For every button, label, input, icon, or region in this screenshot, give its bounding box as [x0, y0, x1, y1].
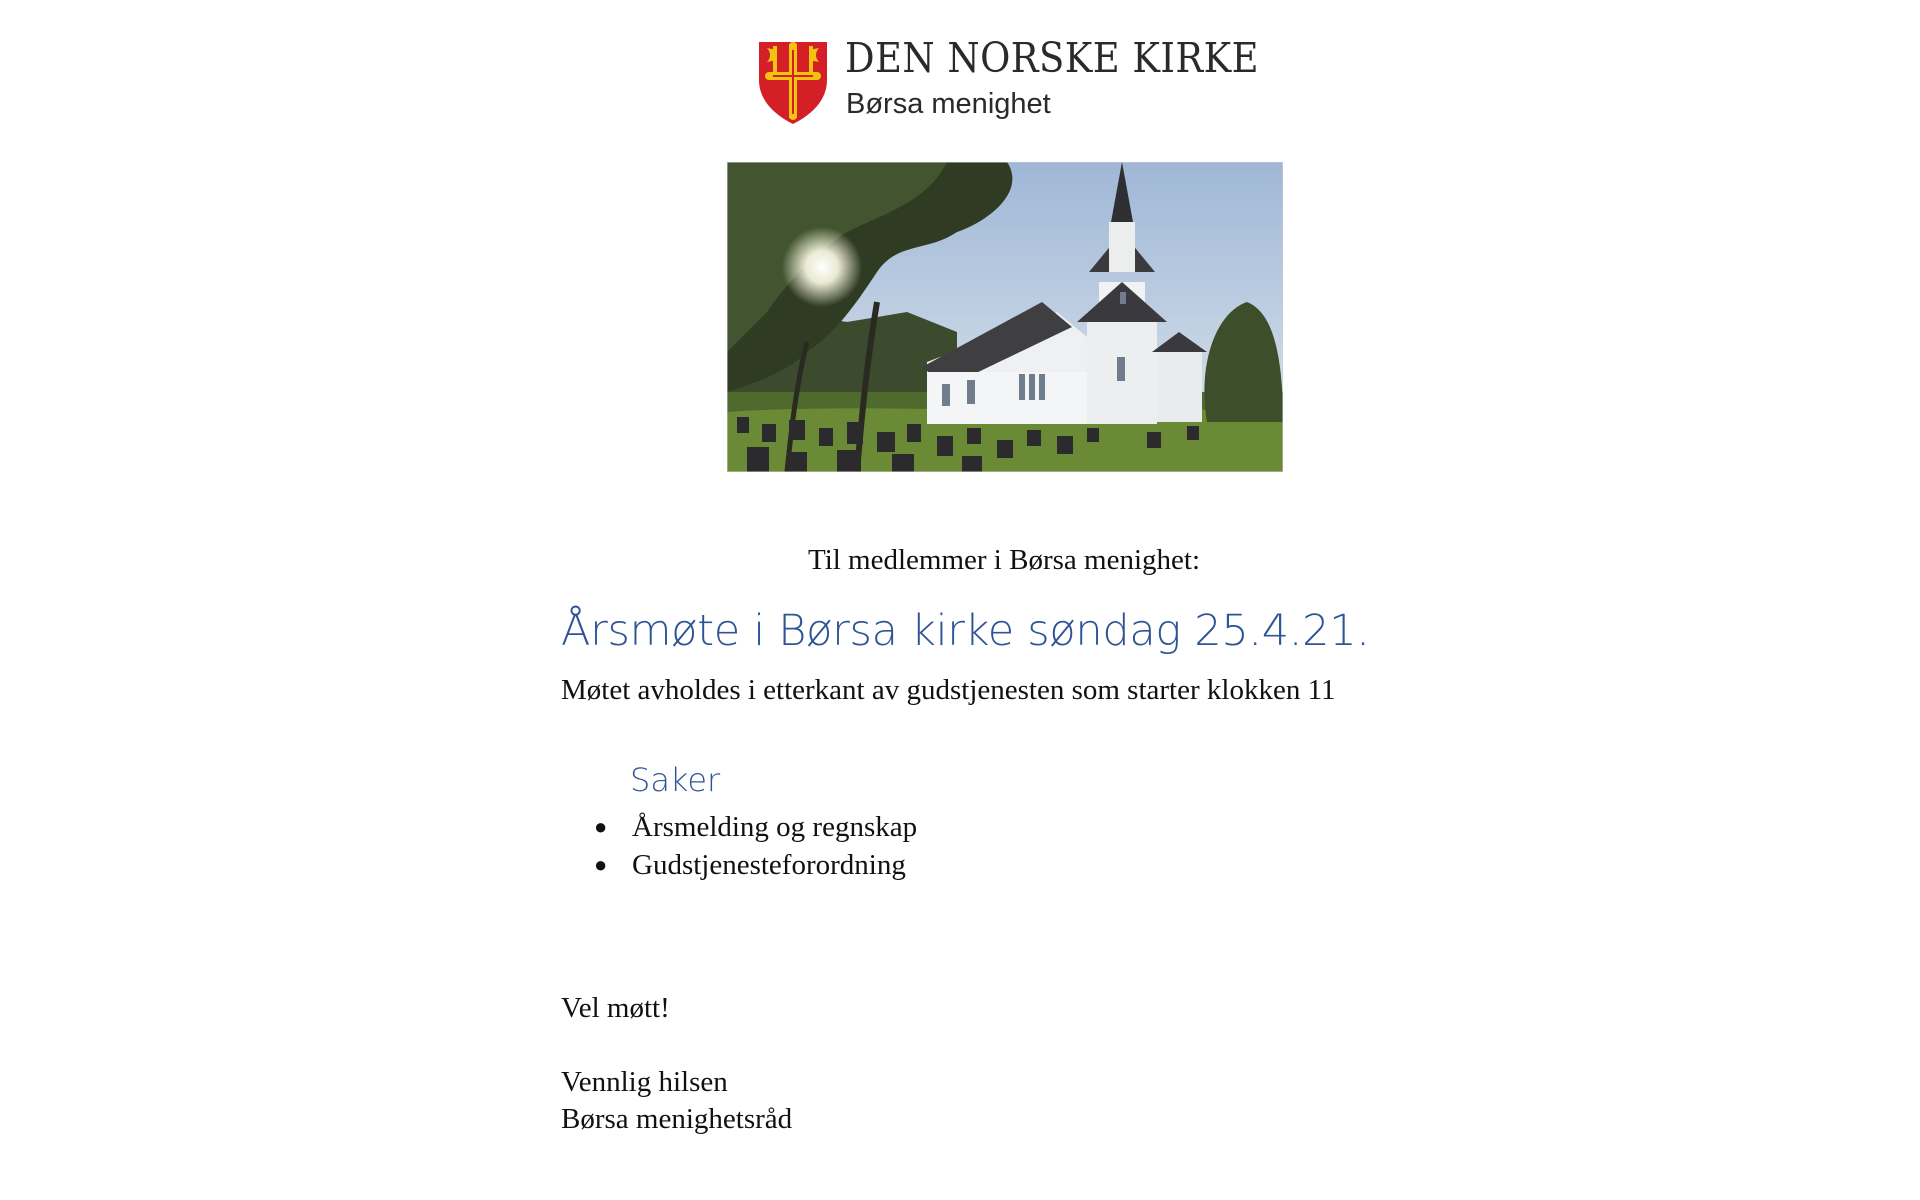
closing-line: Vel møtt! [561, 992, 670, 1024]
church-logo [757, 36, 1277, 130]
agenda-item-text: Årsmelding og regnskap [632, 811, 918, 843]
church-of-norway-shield-icon [757, 38, 829, 126]
meeting-details: Møtet avholdes i etterkant av gudstjenesten som starter klokken 11 [561, 674, 1336, 706]
meeting-headline: Årsmøte i Børsa kirke søndag 25.4.21. [561, 606, 1370, 656]
signoff-greeting: Vennlig hilsen [561, 1066, 728, 1098]
signoff [561, 1064, 792, 1138]
signoff-sender: Børsa menighetsråd [561, 1103, 793, 1135]
church-photo [727, 162, 1283, 472]
org-name: DEN NORSKE KIRKE [845, 34, 1260, 82]
bullet-icon: ● [594, 814, 608, 839]
agenda-list [594, 808, 917, 884]
parish-name: Børsa menighet [846, 88, 1051, 120]
agenda-item [594, 846, 917, 884]
bullet-icon: ● [594, 852, 608, 877]
agenda-item-text: Gudstjenesteforordning [632, 849, 906, 881]
intro-line: Til medlemmer i Børsa menighet: [808, 544, 1200, 576]
agenda-heading: Saker [630, 761, 721, 799]
agenda-item [594, 808, 917, 846]
